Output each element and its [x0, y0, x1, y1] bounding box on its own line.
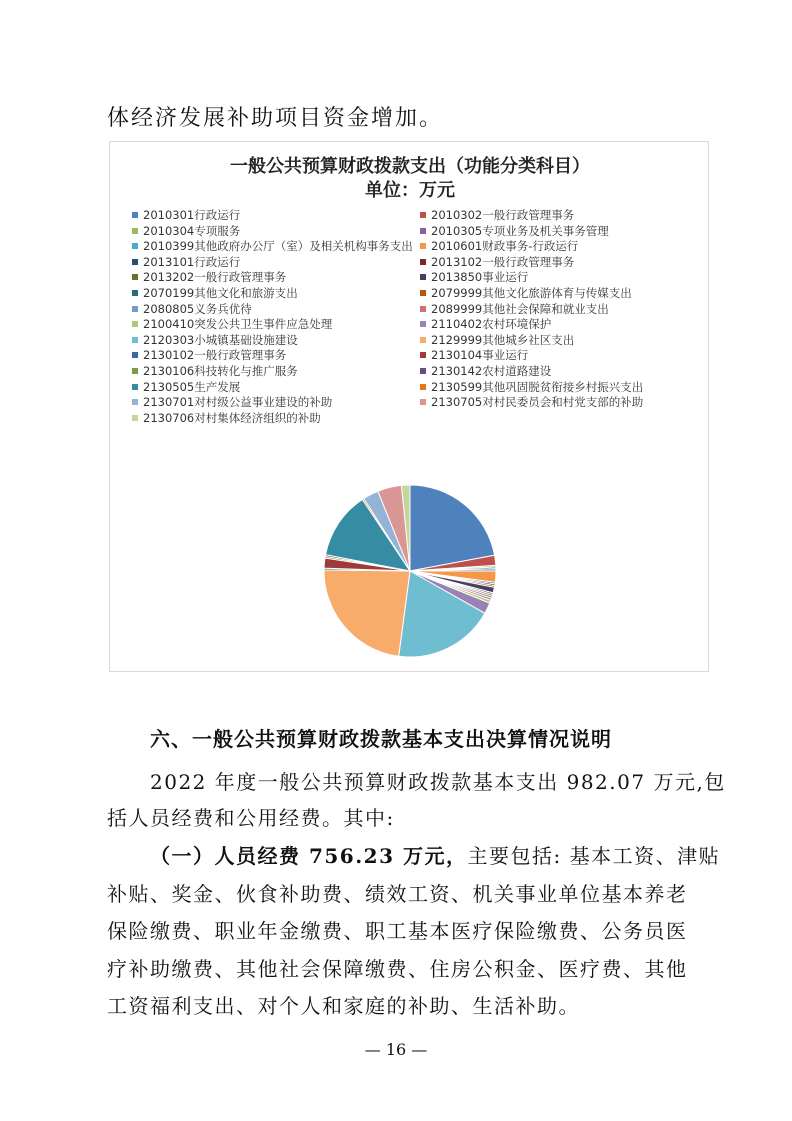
- legend-label: 2010601财政事务-行政运行: [431, 239, 579, 254]
- legend-label: 2130106科技转化与推广服务: [143, 364, 298, 378]
- legend-label: 2010399其他政府办公厅（室）及相关机构事务支出: [143, 239, 413, 254]
- legend-label: 2013102一般行政管理事务: [431, 254, 575, 269]
- legend-label: 2080805义务兵优待: [143, 301, 252, 316]
- legend-label: 2100410突发公共卫生事件应急处理: [143, 317, 333, 332]
- legend-label: 2130705对村民委员会和村党支部的补助: [431, 395, 644, 410]
- paragraph-line: 括人员经费和公用经费。其中:: [107, 806, 395, 830]
- legend-label: 2130142农村道路建设: [431, 364, 552, 378]
- pie-plot: [110, 142, 710, 673]
- legend-label: 2130102一般行政管理事务: [143, 348, 287, 363]
- legend-label: 2130505生产发展: [143, 379, 241, 394]
- personnel-cost-lead: （一）人员经费 756.23 万元，: [150, 844, 468, 868]
- paragraph-line: 保险缴费、职业年金缴费、职工基本医疗保险缴费、公务员医: [107, 919, 688, 943]
- paragraph-fragment: 体经济发展补助项目资金增加。: [107, 106, 444, 131]
- legend-label: 2013202一般行政管理事务: [143, 270, 287, 285]
- paragraph-line: 补贴、奖金、伙食补助费、绩效工资、机关事业单位基本养老: [107, 882, 688, 906]
- paragraph-line: 2022 年度一般公共预算财政拨款基本支出 982.07 万元,包: [150, 770, 726, 794]
- chart-subtitle: 单位：万元: [365, 180, 455, 201]
- legend-label: 2010304专项服务: [143, 223, 241, 238]
- page-number: — 16 —: [364, 1040, 428, 1059]
- pie-chart-panel: [109, 141, 709, 672]
- legend-label: 2129999其他城乡社区支出: [431, 332, 575, 347]
- legend-label: 2130599其他巩固脱贫衔接乡村振兴支出: [431, 379, 644, 394]
- pie-slice: [324, 570, 410, 656]
- legend-label: 2120303小城镇基础设施建设: [143, 332, 298, 347]
- legend-label: 2010301行政运行: [143, 208, 241, 222]
- legend-label: 2013101行政运行: [143, 254, 241, 269]
- legend-label: 2110402农村环境保护: [431, 317, 552, 332]
- legend-label: 2079999其他文化旅游体育与传媒支出: [431, 286, 632, 300]
- legend-label: 2010302一般行政管理事务: [431, 208, 575, 222]
- legend-label: 2070199其他文化和旅游支出: [143, 286, 298, 300]
- paragraph-line: [150, 840, 720, 869]
- chart-title: 一般公共预算财政拨款支出（功能分类科目）: [230, 156, 590, 177]
- paragraph-text: 主要包括: 基本工资、津贴: [467, 844, 721, 868]
- section-heading: 六、一般公共预算财政拨款基本支出决算情况说明: [150, 727, 612, 751]
- legend-label: 2130701对村级公益事业建设的补助: [143, 395, 333, 410]
- legend-label: 2010305专项业务及机关事务管理: [431, 223, 609, 238]
- paragraph-line: 工资福利支出、对个人和家庭的补助、生活补助。: [107, 994, 580, 1018]
- legend-label: 2089999其他社会保障和就业支出: [431, 301, 609, 316]
- legend-label: 2130706对村集体经济组织的补助: [143, 410, 321, 425]
- paragraph-line: 疗补助缴费、其他社会保障缴费、住房公积金、医疗费、其他: [107, 957, 688, 981]
- legend-label: 2130104事业运行: [431, 348, 529, 363]
- legend-label: 2013850事业运行: [431, 270, 529, 285]
